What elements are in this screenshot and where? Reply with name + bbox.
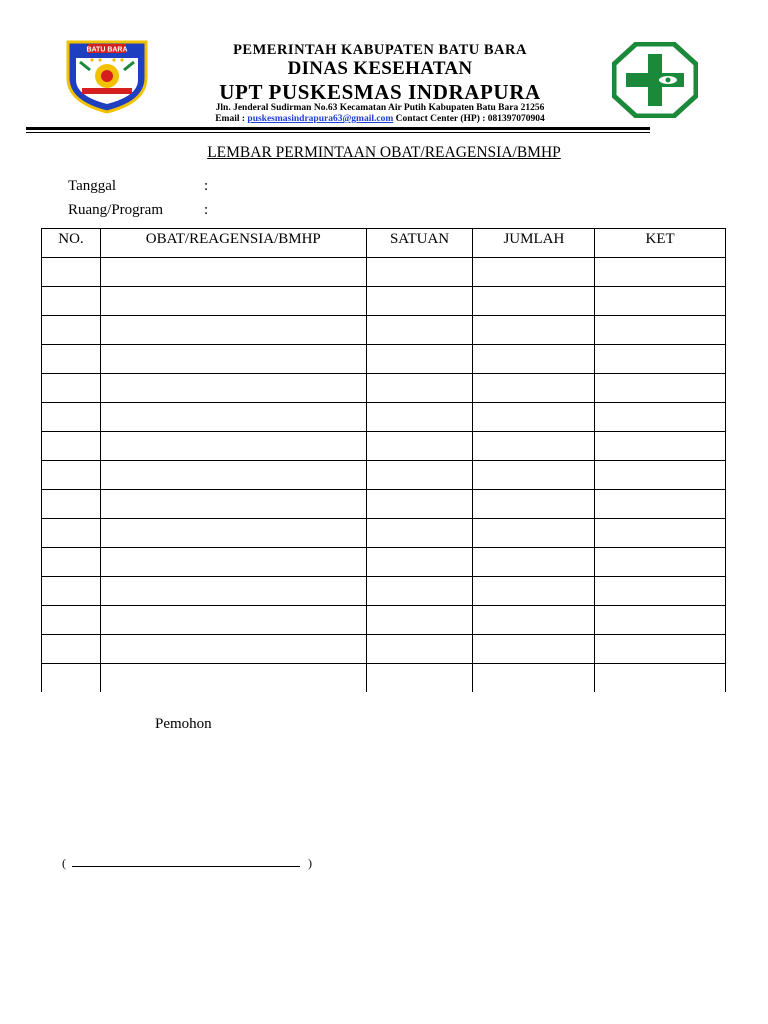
cell-no[interactable] [42,577,101,606]
cell-unit[interactable] [366,374,473,403]
cell-unit[interactable] [366,258,473,287]
cell-unit[interactable] [366,316,473,345]
table-header-row [42,229,726,258]
header-divider-thick [26,127,650,130]
cell-item[interactable] [100,316,366,345]
cell-quantity[interactable] [473,635,595,664]
cell-unit[interactable] [366,664,473,693]
table-row [42,490,726,519]
cell-item[interactable] [100,287,366,316]
cell-quantity[interactable] [473,490,595,519]
cell-item[interactable] [100,519,366,548]
col-header-item: OBAT/REAGENSIA/BMHP [100,229,366,258]
col-header-quantity: JUMLAH [473,229,595,258]
cell-no[interactable] [42,374,101,403]
cell-notes[interactable] [595,287,726,316]
cell-notes[interactable] [595,635,726,664]
cell-unit[interactable] [366,345,473,374]
cell-quantity[interactable] [473,345,595,374]
cell-no[interactable] [42,490,101,519]
cell-notes[interactable] [595,664,726,693]
cell-item[interactable] [100,345,366,374]
header-divider-thin [26,132,650,133]
cell-no[interactable] [42,258,101,287]
table-row [42,258,726,287]
cell-quantity[interactable] [473,519,595,548]
date-separator: : [204,178,209,194]
table-row [42,374,726,403]
cell-no[interactable] [42,664,101,693]
request-table [41,228,726,692]
government-line: PEMERINTAH KABUPATEN BATU BARA [233,42,527,58]
cell-no[interactable] [42,635,101,664]
room-program-separator: : [204,202,209,218]
cell-quantity[interactable] [473,548,595,577]
cell-notes[interactable] [595,316,726,345]
cell-no[interactable] [42,287,101,316]
date-label: Tanggal [68,178,117,194]
cell-item[interactable] [100,461,366,490]
unit-name: UPT PUSKESMAS INDRAPURA [219,80,541,104]
cell-notes[interactable] [595,490,726,519]
form-title [0,144,768,162]
cell-notes[interactable] [595,461,726,490]
cell-no[interactable] [42,316,101,345]
cell-notes[interactable] [595,606,726,635]
cell-no[interactable] [42,548,101,577]
cell-item[interactable] [100,403,366,432]
cell-quantity[interactable] [473,664,595,693]
cell-item[interactable] [100,577,366,606]
cell-unit[interactable] [366,461,473,490]
cell-notes[interactable] [595,345,726,374]
contact-center: Contact Center (HP) : 081397070904 [395,114,545,124]
cell-item[interactable] [100,548,366,577]
table-row [42,287,726,316]
cell-item[interactable] [100,664,366,693]
email-link[interactable]: puskesmasindrapura63@gmail.com [247,114,394,124]
table-row [42,606,726,635]
table-row [42,432,726,461]
cell-unit[interactable] [366,577,473,606]
cell-unit[interactable] [366,519,473,548]
table-row [42,635,726,664]
cell-quantity[interactable] [473,432,595,461]
cell-item[interactable] [100,606,366,635]
cell-item[interactable] [100,490,366,519]
cell-quantity[interactable] [473,577,595,606]
cell-unit[interactable] [366,432,473,461]
cell-unit[interactable] [366,287,473,316]
form-title-text: LEMBAR PERMINTAAN OBAT/REAGENSIA/BMHP [207,144,561,161]
col-header-notes: KET [595,229,726,258]
cell-notes[interactable] [595,403,726,432]
cell-no[interactable] [42,432,101,461]
cell-unit[interactable] [366,548,473,577]
cell-quantity[interactable] [473,287,595,316]
cell-quantity[interactable] [473,316,595,345]
cell-notes[interactable] [595,374,726,403]
table-row [42,403,726,432]
signature-line [62,856,312,871]
table-row [42,345,726,374]
cell-quantity[interactable] [473,403,595,432]
table-row [42,461,726,490]
signature-blank[interactable] [72,866,300,867]
cell-no[interactable] [42,606,101,635]
address-line: Jln. Jenderal Sudirman No.63 Kecamatan Air Putih Kabupaten Batu Bara 21256 [215,103,545,113]
applicant-label: Pemohon [155,716,212,732]
cell-no[interactable] [42,519,101,548]
table-row [42,664,726,693]
cell-unit[interactable] [366,635,473,664]
table-row [42,577,726,606]
col-header-unit: SATUAN [366,229,473,258]
cell-unit[interactable] [366,490,473,519]
cell-notes[interactable] [595,432,726,461]
cell-item[interactable] [100,635,366,664]
cell-unit[interactable] [366,606,473,635]
svg-text:BATU BARA: BATU BARA [86,46,128,54]
cell-no[interactable] [42,345,101,374]
email-label: Email : [215,114,246,124]
table-row [42,519,726,548]
cell-quantity[interactable] [473,461,595,490]
cell-no[interactable] [42,403,101,432]
table-row [42,316,726,345]
cell-unit[interactable] [366,403,473,432]
room-program-label: Ruang/Program [68,202,163,218]
cell-quantity[interactable] [473,258,595,287]
batu-bara-logo [64,40,150,114]
cell-quantity[interactable] [473,606,595,635]
cell-notes[interactable] [595,258,726,287]
cell-item[interactable] [100,374,366,403]
col-header-no: NO. [42,229,101,258]
date-field [68,178,208,195]
department-line: DINAS KESEHATAN [287,58,473,79]
puskesmas-logo [612,42,698,118]
cell-item[interactable] [100,258,366,287]
signature-close: ) [308,856,312,870]
cell-item[interactable] [100,432,366,461]
cell-no[interactable] [42,461,101,490]
cell-notes[interactable] [595,577,726,606]
cell-notes[interactable] [595,548,726,577]
cell-notes[interactable] [595,519,726,548]
cell-quantity[interactable] [473,374,595,403]
table-row [42,548,726,577]
contact-line [160,114,600,124]
signature-open: ( [62,856,66,870]
room-program-field [68,202,208,219]
